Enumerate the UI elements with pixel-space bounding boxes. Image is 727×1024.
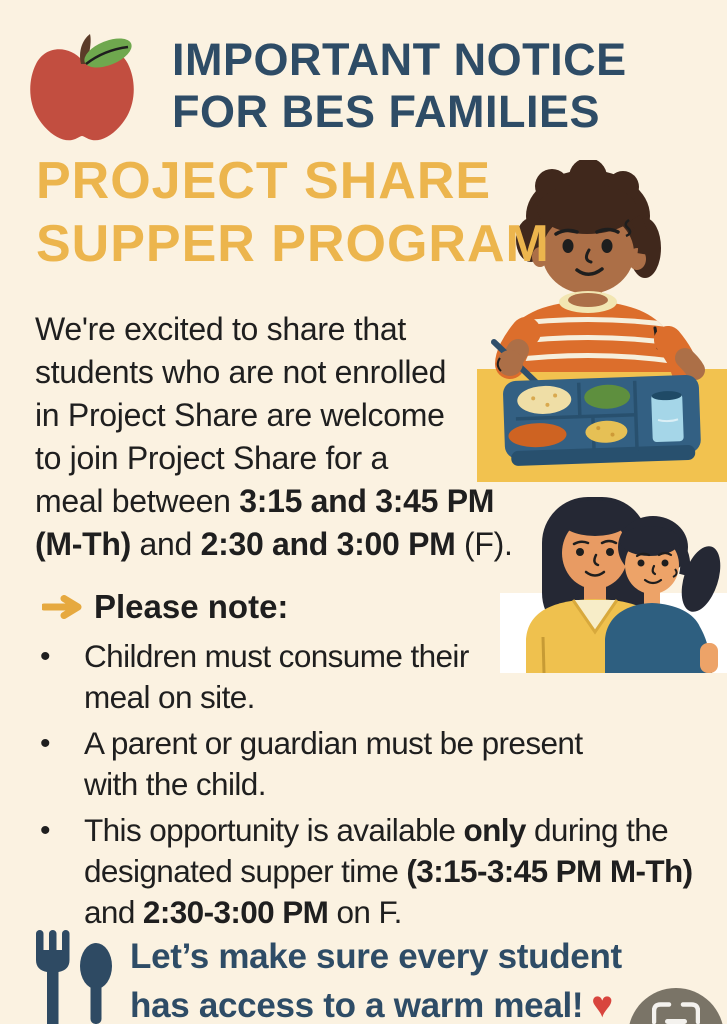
text-segment: (M-Th) [35, 526, 131, 562]
text-segment: (F). [455, 526, 513, 562]
text-segment: and [130, 526, 201, 562]
text-segment: on F. [328, 894, 402, 930]
screen-capture-icon [652, 1002, 700, 1024]
text-segment: students who are not enrolled [35, 354, 447, 390]
closing-line1: Let’s make sure every student [130, 937, 622, 976]
text-segment: only [463, 812, 526, 848]
text-segment: 2:30 and 3:00 PM [200, 526, 456, 562]
closing-line2: has access to a warm meal! [130, 986, 584, 1024]
water-cup [651, 393, 684, 442]
text-segment: during the [525, 812, 669, 848]
intro-paragraph [35, 308, 513, 566]
text-segment: meal between [35, 483, 240, 519]
note-bullet [40, 723, 712, 805]
arrow-right-icon [42, 595, 82, 619]
lunch-tray [503, 375, 702, 467]
text-segment: and [84, 894, 143, 930]
heart-icon: ♥ [591, 984, 613, 1024]
bullet-dot: • [40, 814, 50, 847]
text-segment: designated supper time [84, 853, 407, 889]
page-title-line1: IMPORTANT NOTICE [172, 34, 627, 85]
bullet-text [84, 636, 469, 718]
text-segment: A parent or guardian must be present [84, 725, 583, 761]
note-bullet [40, 636, 712, 718]
text-segment: We're excited to share that [35, 311, 406, 347]
text-segment: to join Project Share for a [35, 440, 388, 476]
text-segment: 2:30-3:00 PM [142, 894, 329, 930]
bullet-text [84, 810, 693, 933]
note-heading [42, 588, 288, 626]
screen-capture-button[interactable] [628, 988, 724, 1024]
apple-icon [26, 30, 138, 144]
text-segment: with the child. [84, 766, 266, 802]
note-label: Please note: [94, 588, 289, 625]
closing-message [130, 933, 622, 1024]
page-title-line2: FOR BES FAMILIES [172, 86, 601, 137]
text-segment: Children must consume their [84, 638, 469, 674]
program-title [36, 150, 550, 276]
text-segment: in Project Share are welcome [35, 397, 445, 433]
program-title-line2: SUPPER PROGRAM [36, 215, 550, 273]
text-segment: (3:15-3:45 PM M-Th) [406, 853, 693, 889]
text-segment: This opportunity is available [84, 812, 464, 848]
notes-list [40, 636, 712, 938]
bullet-dot: • [40, 640, 50, 673]
program-title-line1: PROJECT SHARE [36, 152, 492, 210]
fork-spoon-icon [25, 926, 120, 1024]
text-segment: meal on site. [84, 679, 255, 715]
text-segment: 3:15 and 3:45 PM [239, 483, 495, 519]
page-title [172, 34, 627, 138]
bullet-text [84, 723, 582, 805]
bullet-dot: • [40, 727, 50, 760]
note-bullet [40, 810, 712, 933]
